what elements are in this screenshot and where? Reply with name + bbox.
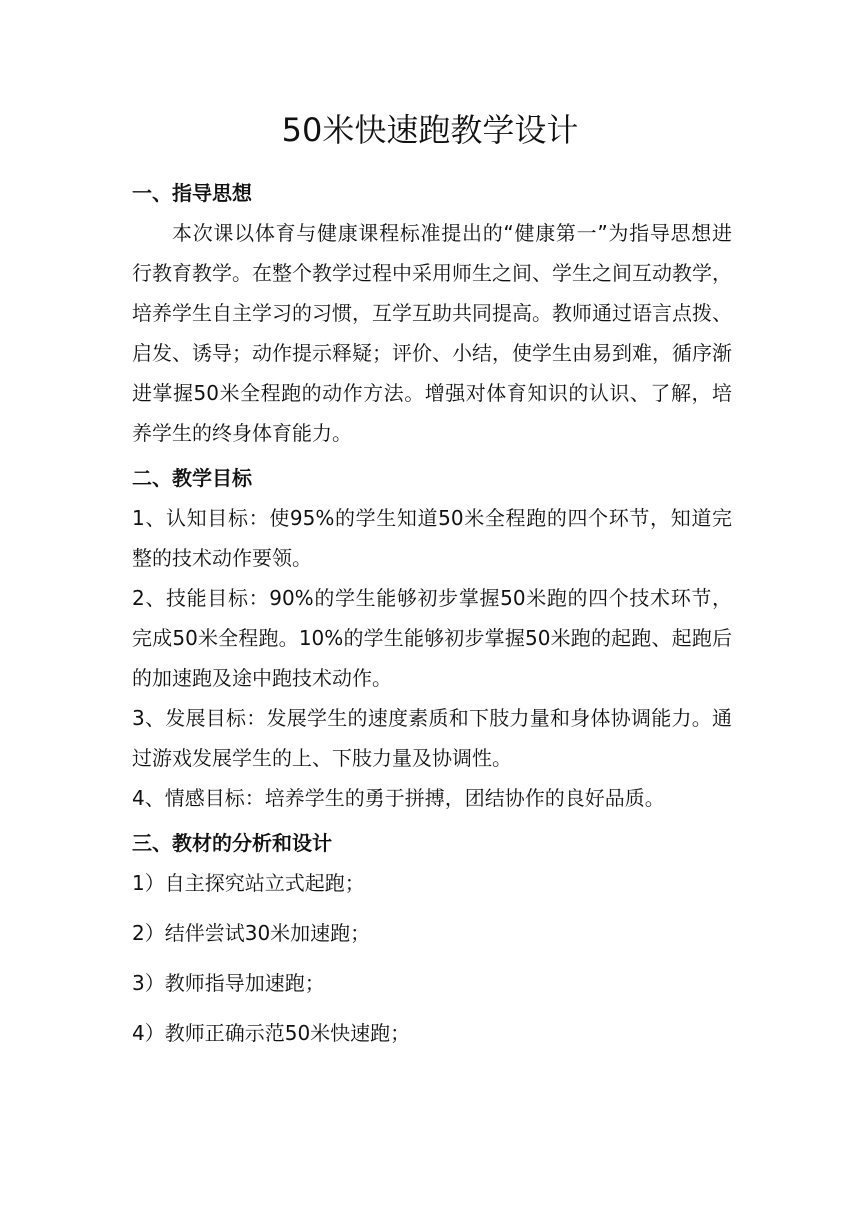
goal-item-skill: 2、技能目标：90%的学生能够初步掌握50米跑的四个技术环节，完成50米全程跑。10%的学生能够初步掌握50米跑的起跑、起跑后的加速跑及途中跑技术动作。 <box>132 586 732 690</box>
guiding-ideology-paragraph: 本次课以体育与健康课程标准提出的“健康第一”为指导思想进行教育教学。在整个教学过程中采用师生之间、学生之间互动教学，培养学生自主学习的习惯，互学互助共同提高。教师通过语言点拨、启发、诱导；动作提示释疑；评价、小结，使学生由易到难，循序渐进掌握50米全程跑的动作方法。增强对体育知识的认识、了解，培养学生的终身体育能力。 <box>132 221 732 445</box>
section-heading-guiding-ideology: 一、指导思想 <box>132 181 252 205</box>
material-step-3: 3）教师指导加速跑； <box>132 971 325 995</box>
document-body <box>132 173 732 1063</box>
material-step-2: 2）结伴尝试30米加速跑； <box>132 921 371 945</box>
material-step-1: 1）自主探究站立式起跑； <box>132 871 365 895</box>
section-heading-material-analysis: 三、教材的分析和设计 <box>132 831 332 855</box>
material-step-4: 4）教师正确示范50米快速跑； <box>132 1021 411 1045</box>
goal-item-cognitive: 1、认知目标：使95%的学生知道50米全程跑的四个环节，知道完整的技术动作要领。 <box>132 506 732 570</box>
goal-item-development: 3、发展目标：发展学生的速度素质和下肢力量和身体协调能力。通过游戏发展学生的上、下肢力量及协调性。 <box>132 706 732 770</box>
section-heading-teaching-goals: 二、教学目标 <box>132 466 252 490</box>
document-title: 50米快速跑教学设计 <box>281 111 579 149</box>
goal-item-emotional: 4、情感目标：培养学生的勇于拼搏，团结协作的良好品质。 <box>132 786 665 810</box>
